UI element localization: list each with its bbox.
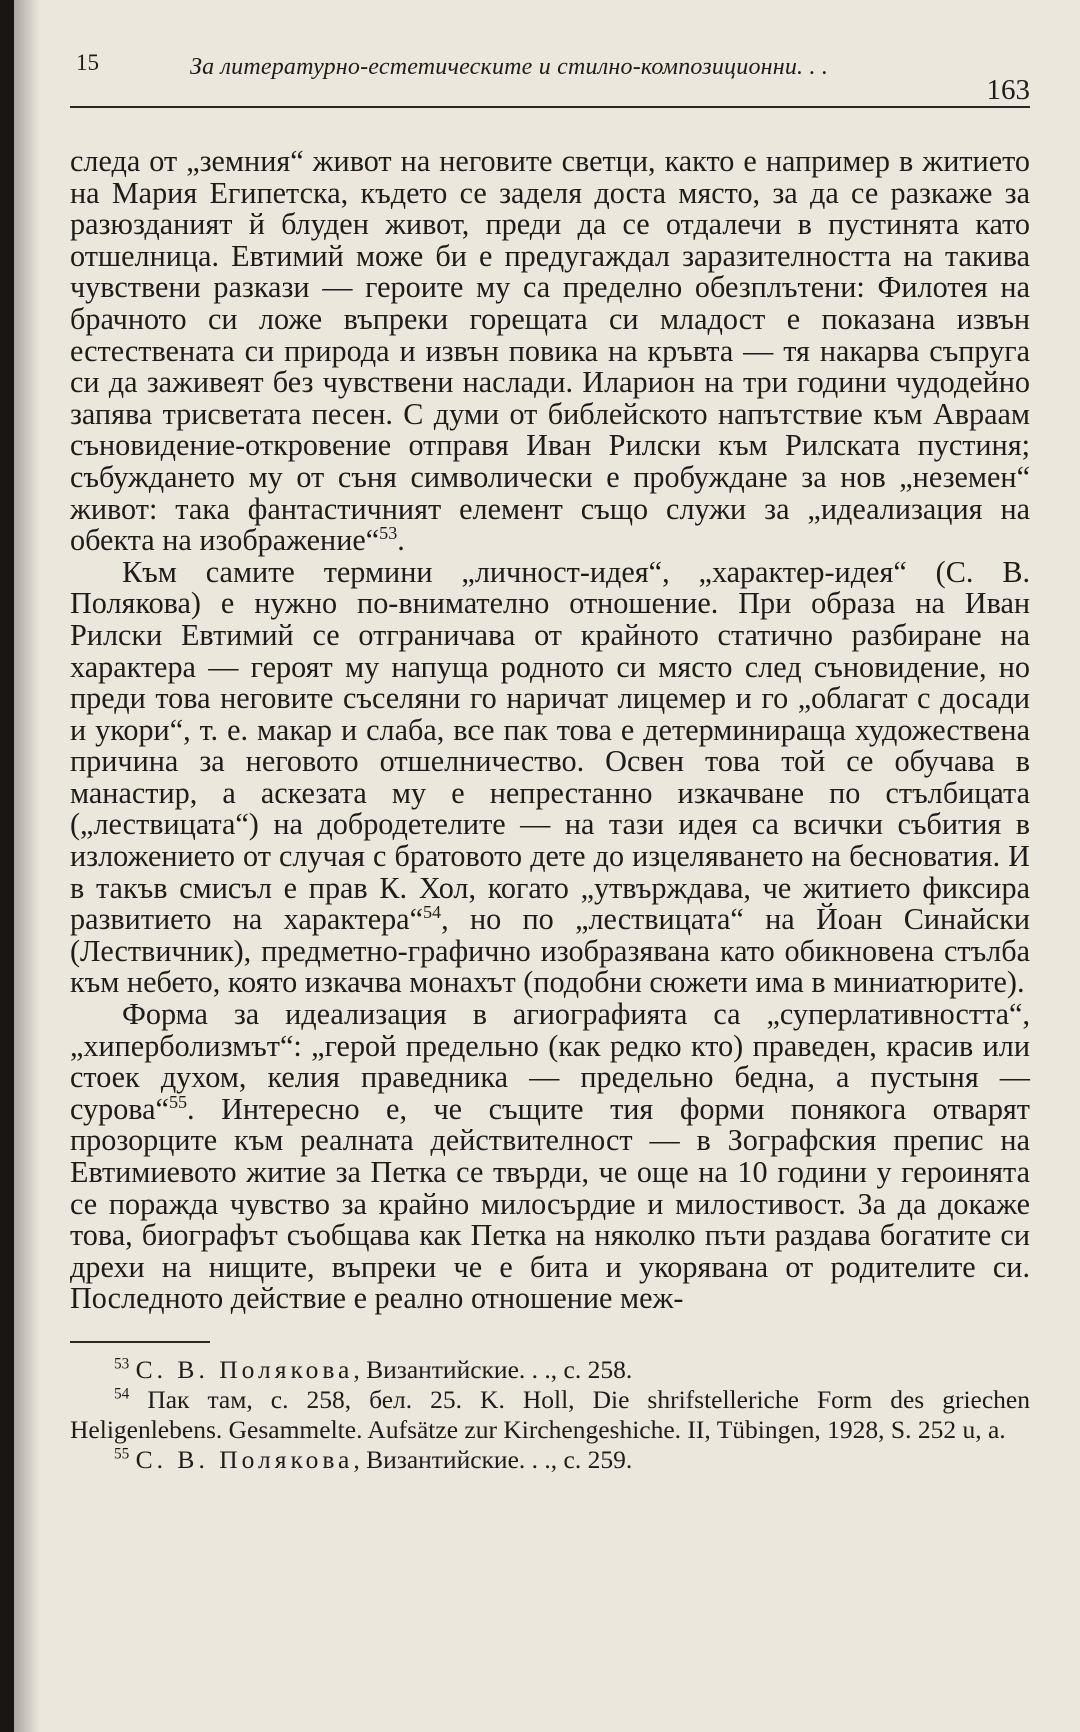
paragraph-tail: , но по „лествицата“ на Йоан Синайски (Лествичник), предметно-графично изобразявана като обикновена стълба към небето, която изкачва монахът (подобни сюжети има в миниатюрите). bbox=[70, 902, 1030, 1000]
footnote-author: С. В. Полякова bbox=[135, 1354, 354, 1384]
footnotes bbox=[70, 1355, 1030, 1475]
page-content bbox=[70, 44, 1030, 1475]
running-header bbox=[70, 44, 1030, 108]
footnote-ref-54[interactable]: 54 bbox=[422, 902, 442, 923]
footnote-number: 53 bbox=[114, 1355, 130, 1373]
footnote-ref-55[interactable]: 55 bbox=[168, 1091, 188, 1112]
footnote-text: , Византийские. . ., с. 259. bbox=[353, 1444, 633, 1474]
page-number: 163 bbox=[986, 74, 1030, 106]
paragraph-1 bbox=[70, 146, 1030, 557]
footnote-55 bbox=[70, 1445, 1030, 1475]
footnote-text: , Византийские. . ., с. 258. bbox=[353, 1354, 633, 1384]
book-page bbox=[14, 0, 1080, 1732]
running-title: За литературно-естетическите и стилно-композиционни. . . bbox=[190, 54, 829, 80]
footnote-text: Пак там, с. 258, бел. 25. K. Holl, Die shrifstelleriche Form des griechen Heligenlebens. Gesammelte. Aufsätze zur Kirchengeshiche. II, Tübingen, 1928, S. 252 u, a. bbox=[70, 1384, 1030, 1444]
paragraph-text: следа от „земния“ живот на неговите светци, както е например в житието на Мария Египетска, където се заделя доста място, за да се разкаже за разюзданият й блуден живот, преди да се отдалечи в пустинята като отшелница. Евтимий може би е предугаждал заразителността на такива чувствени разкази — героите му са пределно обезплътени: Филотея на брачното си ложе въпреки горещата си младост е показана извън естествената си природа и извън повика на кръвта — тя накарва съпруга си да заживеят без чувствени наслади. Иларион на три години чудодейно запява трисветата песен. С думи от библейското напътствие към Авраам съновидение-откровение отправя Иван Рилски към Рилската пустиня; събуждането му от съня символически е пробуждане за нов „неземен“ живот: така фантастичният елемент също служи за „идеализация на обекта на изображение“ bbox=[70, 144, 1030, 558]
body-text bbox=[70, 146, 1030, 1315]
paragraph-text: Форма за идеализация в агиографията са „суперлативността“, „хиперболизмът“: „герой предельно (как редко кто) праведен, красив или стоек духом, келия праведника — предельно бедна, а пустыня — сурова“ bbox=[70, 997, 1030, 1126]
paragraph-3 bbox=[70, 999, 1030, 1315]
footnote-53 bbox=[70, 1355, 1030, 1385]
footnote-divider bbox=[70, 1341, 210, 1343]
paragraph-tail: . Интересно е, че същите тия форми понякога отварят прозорците към реалната действителност — в Зографския препис на Евтимиевото житие за Петка се твърди, че още на 10 години у героинята се поражда чувство за крайно милосърдие и милостивост. За да докаже това, биографът съобщава как Петка на няколко пъти раздава богатите си дрехи на нищите, въпреки че е бита и укорявана от родителите си. Последното действие е реално отношение меж- bbox=[70, 1091, 1030, 1316]
footnote-number: 55 bbox=[114, 1445, 130, 1463]
footnote-author: С. В. Полякова bbox=[135, 1444, 354, 1474]
footnote-number: 54 bbox=[114, 1385, 130, 1403]
binding-shadow bbox=[14, 0, 40, 1732]
footnote-ref-53[interactable]: 53 bbox=[379, 523, 398, 544]
paragraph-2 bbox=[70, 554, 1030, 1000]
paragraph-text: Към самите термини „личност-идея“, „характер-идея“ (С. В. Полякова) е нужно по-внимателно отношение. При образа на Иван Рилски Евтимий се отграничава от крайното статично разбиране на характера — героят му напуща родното си място след съновидение, но преди това неговите съселяни го наричат лицемер и го „облагат с досади и укори“, т. е. макар и слаба, все пак това е детерминираща художествена причина за неговото отшелничество. Освен това той се обучава в манастир, а аскезата му е непрестанно изкачване по стълбицата („лествицата“) на добродетелите — на тази идея са всички събития в изложението от случая с братовото дете до изцеляването на бесноватия. И в такъв смисъл е прав К. Хол, когато „утвърждава, че житието фиксира развитието на характера“ bbox=[70, 554, 1030, 937]
paragraph-tail: . bbox=[397, 523, 405, 558]
footnote-54 bbox=[70, 1385, 1030, 1445]
header-left-number: 15 bbox=[76, 50, 99, 75]
